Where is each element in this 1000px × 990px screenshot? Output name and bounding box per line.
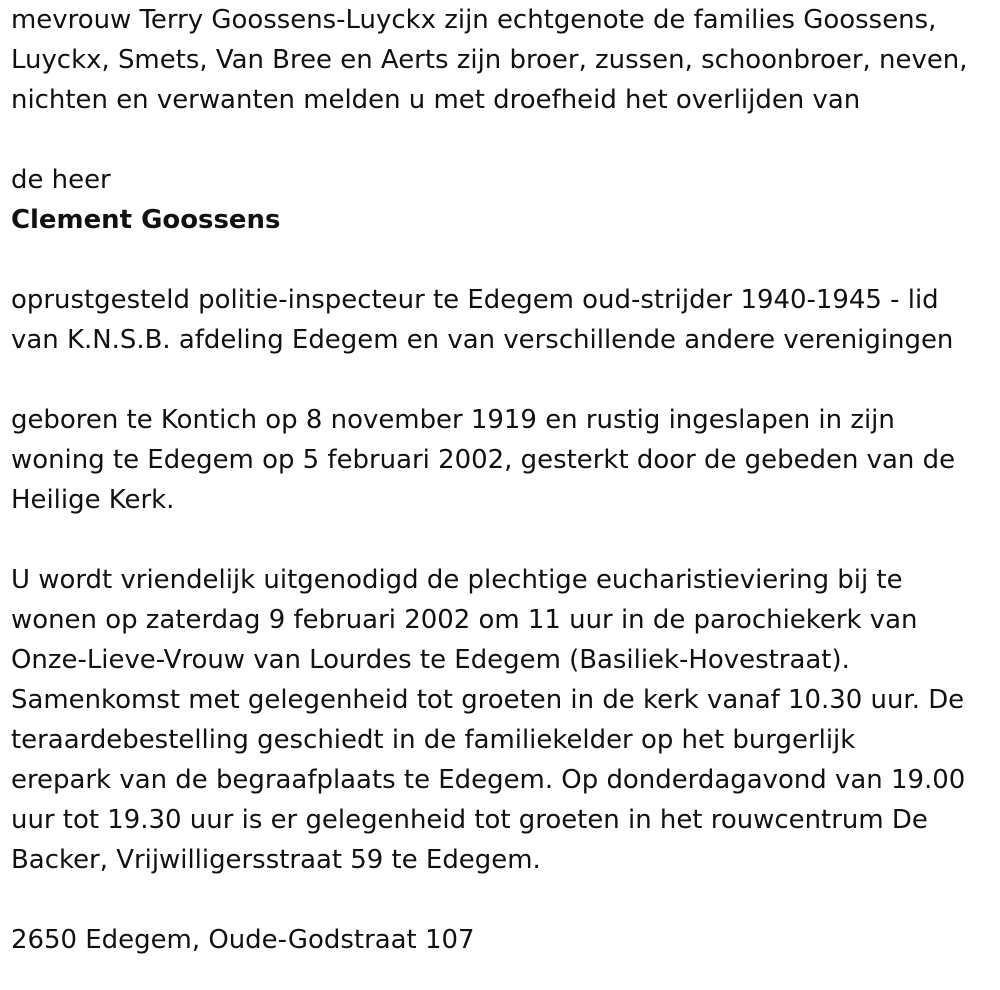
death-notice <box>11 0 991 960</box>
ceremony-line: teraardebestelling geschiedt in de familiekelder op het burgerlijk <box>11 725 856 755</box>
ceremony-line: Samenkomst met gelegenheid tot groeten in de kerk vanaf 10.30 uur. De <box>11 685 965 715</box>
deceased-name: Clement Goossens <box>11 205 281 235</box>
spacer <box>11 360 991 400</box>
ceremony-line: U wordt vriendelijk uitgenodigd de plechtige eucharistieviering bij te <box>11 565 903 595</box>
ceremony-line: Backer, Vrijwilligersstraat 59 te Edegem. <box>11 845 541 875</box>
birth-death-line: geboren te Kontich op 8 november 1919 en rustig ingeslapen in zijn <box>11 405 895 435</box>
intro-paragraph <box>11 0 991 120</box>
address: 2650 Edegem, Oude-Godstraat 107 <box>11 925 475 955</box>
ceremony-line: erepark van de begraafplaats te Edegem. Op donderdagavond van 19.00 <box>11 765 966 795</box>
occupation-line: van K.N.S.B. afdeling Edegem en van verschillende andere verenigingen <box>11 325 954 355</box>
spacer <box>11 520 991 560</box>
birth-death-paragraph <box>11 400 991 520</box>
spacer <box>11 880 991 920</box>
birth-death-line: woning te Edegem op 5 februari 2002, gesterkt door de gebeden van de <box>11 445 956 475</box>
ceremony-paragraph <box>11 560 991 880</box>
intro-line: Luyckx, Smets, Van Bree en Aerts zijn broer, zussen, schoonbroer, neven, <box>11 45 968 75</box>
spacer <box>11 240 991 280</box>
spacer <box>11 120 991 160</box>
birth-death-line: Heilige Kerk. <box>11 485 175 515</box>
occupation-line: oprustgesteld politie-inspecteur te Edegem oud-strijder 1940-1945 - lid <box>11 285 939 315</box>
occupation-paragraph <box>11 280 991 360</box>
ceremony-line: uur tot 19.30 uur is er gelegenheid tot groeten in het rouwcentrum De <box>11 805 928 835</box>
intro-line: nichten en verwanten melden u met droefheid het overlijden van <box>11 85 861 115</box>
intro-line: mevrouw Terry Goossens-Luyckx zijn echtgenote de families Goossens, <box>11 5 937 35</box>
deceased-title: de heer <box>11 165 111 195</box>
ceremony-line: Onze-Lieve-Vrouw van Lourdes te Edegem (Basiliek-Hovestraat). <box>11 645 850 675</box>
ceremony-line: wonen op zaterdag 9 februari 2002 om 11 uur in de parochiekerk van <box>11 605 918 635</box>
